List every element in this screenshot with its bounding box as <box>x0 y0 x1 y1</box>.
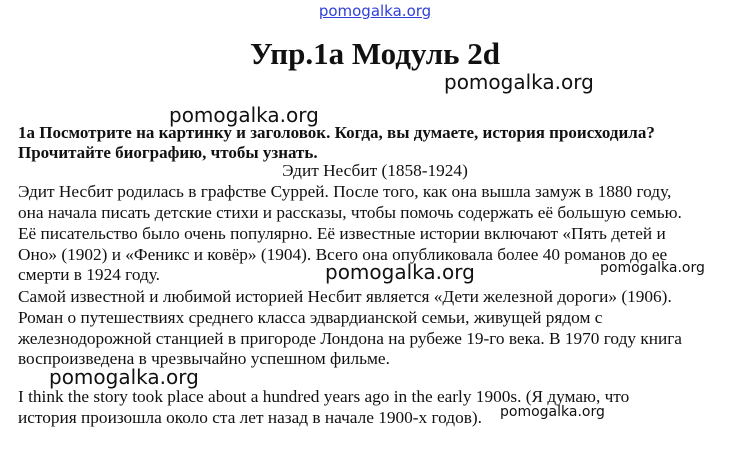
bio-line: железнодорожной станцией в пригороде Лондона на рубеже 19-го века. В 1970 году книга <box>18 329 682 348</box>
bio-line: Эдит Несбит родилась в графстве Суррей. После того, как она вышла замуж в 1880 году, <box>18 182 672 201</box>
task-line-1: 1а Посмотрите на картинку и заголовок. Когда, вы думаете, история происходила? <box>18 123 655 142</box>
bio-line: Роман о путешествиях среднего класса эдвардианской семьи, живущей рядом с <box>18 308 603 327</box>
bio-line: она начала писать детские стихи и рассказы, чтобы помочь содержать её большую семью. <box>18 203 682 222</box>
watermark: pomogalka.org <box>169 103 319 127</box>
watermark: pomogalka.org <box>500 404 605 420</box>
answer-line-2: история произошла около ста лет назад в начале 1900-х годов). <box>18 408 482 427</box>
page-title: Упр.1а Модуль 2d <box>250 36 500 71</box>
bio-heading: Эдит Несбит (1858-1924) <box>282 161 468 180</box>
watermark: pomogalka.org <box>49 365 199 389</box>
site-link[interactable]: pomogalka.org <box>318 2 432 20</box>
bio-line: Её писательство было очень популярно. Её известные истории включают «Пять детей и <box>18 224 666 243</box>
watermark: pomogalka.org <box>600 260 705 276</box>
watermark: pomogalka.org <box>444 70 594 94</box>
task-line-2: Прочитайте биографию, чтобы узнать. <box>18 143 318 162</box>
bio-line: воспроизведена в чрезвычайно успешном фильме. <box>18 349 390 368</box>
bio-line: Самой известной и любимой историей Несбит является «Дети железной дороги» (1906). <box>18 287 672 306</box>
bio-line: смерти в 1924 году. <box>18 265 160 284</box>
watermark: pomogalka.org <box>325 260 475 284</box>
answer-line-1: I think the story took place about a hundred years ago in the early 1900s. (Я думаю, что <box>18 387 630 406</box>
bio-line: Оно» (1902) и «Феникс и ковёр» (1904). Всего она опубликовала более 40 романов до ее <box>18 245 668 264</box>
